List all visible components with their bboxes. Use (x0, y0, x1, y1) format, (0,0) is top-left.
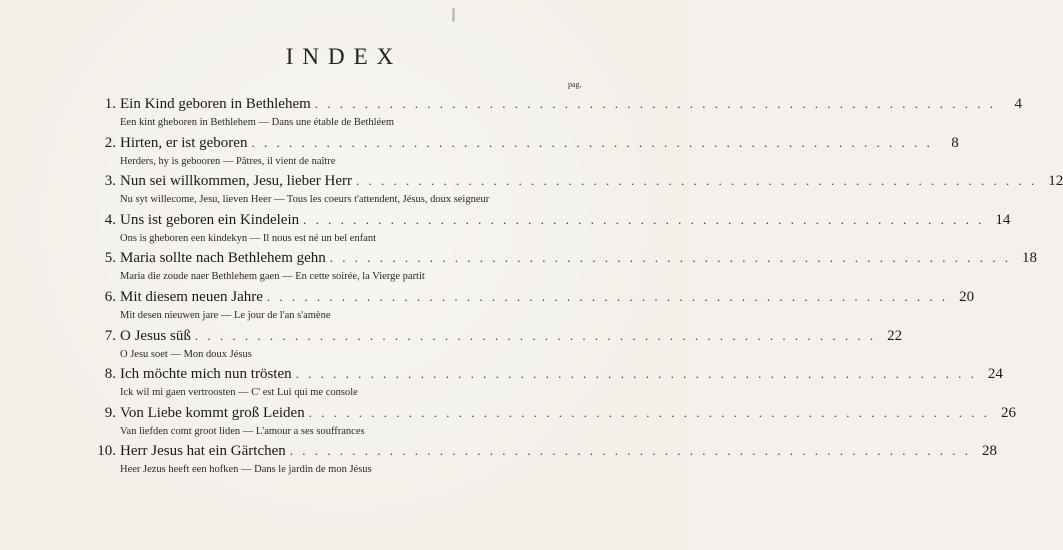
entry-subtitle: Van liefden comt groot liden — L'amour a ses souffrances (120, 425, 365, 437)
index-entry (90, 134, 959, 174)
entry-page-number: 12 (1048, 173, 1063, 190)
entry-title: O Jesus süß (120, 327, 191, 344)
entry-title: Von Liebe kommt groß Leiden (120, 404, 305, 421)
entry-title: Maria sollte nach Bethlehem gehn (120, 250, 326, 267)
dot-leader: . . . . . . . . . . . . . . . . . . . . . . . . . . . . . . . . . . . . . . . . . . . . . . . . . . . . . . . (308, 404, 990, 420)
entry-subtitle: Nu syt willecome, Jesu, lieven Heer — Tous les coeurs t'attendent, Jésus, doux seigneur (120, 194, 490, 206)
entry-main-line (90, 443, 998, 463)
index-entry (90, 250, 1038, 289)
entry-subtitle: Ons is gheboren een kindekyn — Il nous est né un bel enfant (120, 232, 377, 244)
entry-page-number: 20 (959, 288, 975, 305)
entry-main-line (90, 288, 975, 309)
entry-main-line (90, 211, 1011, 232)
dot-leader: . . . . . . . . . . . . . . . . . . . . . . . . . . . . . . . . . . . . . . . . . . . . . . . . . . . . . . . (266, 288, 949, 304)
entry-number: 10. (97, 443, 116, 460)
entry-subtitle: Ick wil mi gaen vertroosten — C' est Lui qui me console (120, 387, 358, 399)
index-entry (90, 366, 1003, 405)
entry-title: Ich möchte mich nun trösten (120, 366, 292, 383)
entry-title: Hirten, er ist geboren (120, 134, 248, 151)
entry-main-line (90, 404, 1016, 425)
entry-main-line (90, 173, 1063, 193)
entry-title: Ein Kind geboren in Bethlehem (120, 96, 311, 112)
dot-leader: . . . . . . . . . . . . . . . . . . . . . . . . . . . . . . . . . . . . . . . . . . . . . . . . . . . . . . . (329, 250, 1012, 266)
entry-number: 9. (104, 404, 116, 421)
index-heading: INDEX (285, 44, 403, 69)
entry-page-number: 24 (987, 366, 1003, 383)
entry-number: 3. (104, 173, 116, 190)
entry-page-number: 18 (1022, 250, 1038, 267)
entry-subtitle: O Jesu soet — Mon doux Jésus (120, 348, 252, 360)
entry-main-line (90, 250, 1038, 270)
entry-title: Mit diesem neuen Jahre (120, 288, 263, 305)
dot-leader: . . . . . . . . . . . . . . . . . . . . . . . . . . . . . . . . . . . . . . . . . . . . . . . . . . . . . . . (194, 327, 877, 343)
index-entry (90, 404, 1016, 444)
entry-title: Herr Jesus hat ein Gärtchen (120, 443, 286, 460)
entry-title: Uns ist geboren ein Kindelein (120, 211, 300, 228)
entry-number: 2. (104, 134, 116, 151)
entry-main-line (90, 366, 1003, 386)
entry-page-number: 14 (995, 211, 1011, 228)
index-entry (90, 443, 998, 482)
entry-number: 5. (104, 250, 116, 267)
entry-number: 6. (104, 288, 116, 305)
index-entries (90, 96, 1063, 482)
entry-number: 7. (104, 327, 116, 344)
page-column-label: pag. (568, 80, 582, 89)
dot-leader: . . . . . . . . . . . . . . . . . . . . . . . . . . . . . . . . . . . . . . . . . . . . . . . . . . . . . . . (356, 173, 1038, 189)
entry-subtitle: Mit desen nieuwen jare — Le jour de l'an s'amène (120, 309, 331, 321)
entry-page-number: 8 (951, 134, 959, 151)
entry-number: 1. (104, 96, 116, 112)
index-entry (90, 327, 903, 367)
paper-speck (452, 8, 455, 22)
entry-subtitle: Maria die zoude naer Bethlehem gaen — En cette soirée, la Vierge partit (120, 271, 425, 283)
dot-leader: . . . . . . . . . . . . . . . . . . . . . . . . . . . . . . . . . . . . . . . . . . . . . . . . . . . . . . . (314, 96, 997, 111)
index-entry (90, 288, 975, 328)
entry-main-line (90, 327, 903, 348)
entry-page-number: 4 (1014, 96, 1023, 112)
entry-subtitle: Een kint gheboren in Bethlehem — Dans une étable de Bethléem (120, 117, 395, 128)
entry-subtitle: Heer Jezus heeft een hofken — Dans le jardin de mon Jésus (120, 464, 372, 476)
entry-main-line (90, 96, 1023, 116)
dot-leader: . . . . . . . . . . . . . . . . . . . . . . . . . . . . . . . . . . . . . . . . . . . . . . . . . . . . . . . (289, 443, 972, 459)
index-entry (90, 211, 1011, 251)
entry-page-number: 26 (1000, 404, 1016, 421)
entry-number: 4. (104, 211, 116, 228)
index-entry (90, 96, 1023, 135)
entry-subtitle: Herders, hy is gebooren — Pâtres, il vient de naître (120, 155, 336, 167)
dot-leader: . . . . . . . . . . . . . . . . . . . . . . . . . . . . . . . . . . . . . . . . . . . . . . . . . . . . . . . (251, 134, 933, 150)
dot-leader: . . . . . . . . . . . . . . . . . . . . . . . . . . . . . . . . . . . . . . . . . . . . . . . . . . . . . . . (295, 366, 977, 382)
entry-number: 8. (104, 366, 116, 383)
entry-title: Nun sei willkommen, Jesu, lieber Herr (120, 173, 353, 190)
entry-main-line (90, 134, 959, 155)
index-entry (90, 173, 1063, 212)
dot-leader: . . . . . . . . . . . . . . . . . . . . . . . . . . . . . . . . . . . . . . . . . . . . . . . . . . . . . . . (303, 211, 985, 227)
entry-page-number: 28 (982, 443, 998, 460)
entry-page-number: 22 (887, 327, 903, 344)
